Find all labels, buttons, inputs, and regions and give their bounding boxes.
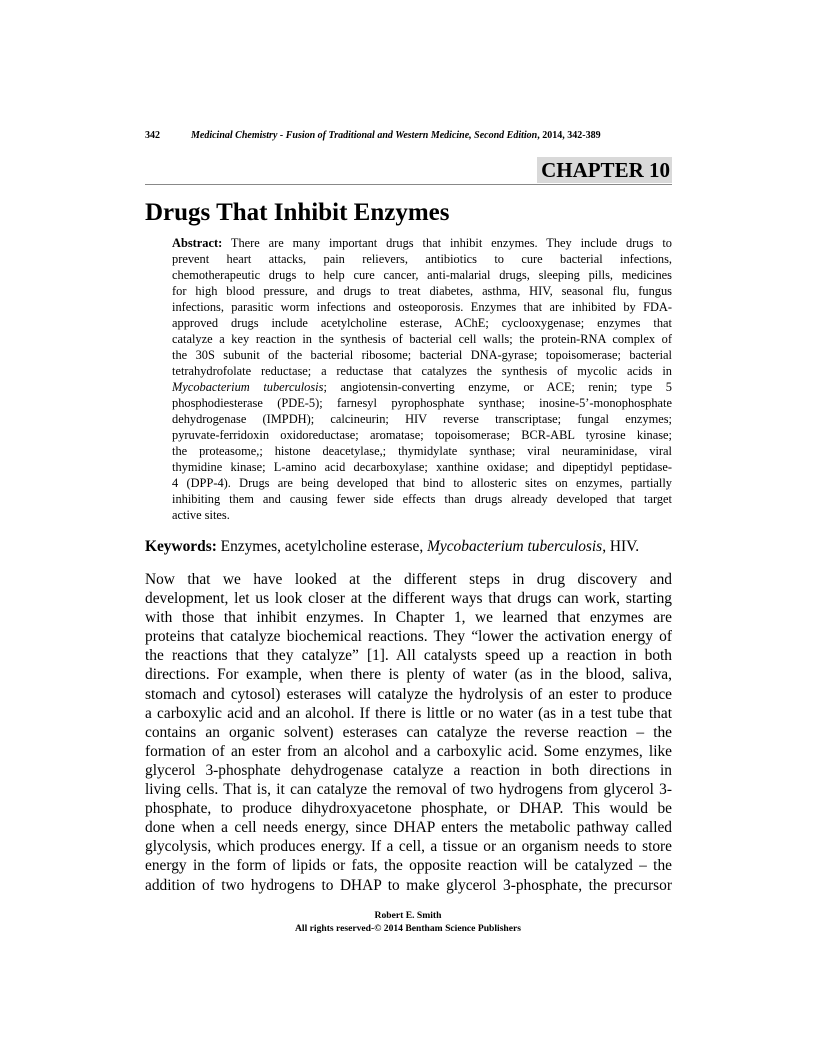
abstract-line: phosphodiesterase (PDE-5); farnesyl pyrophosphate synthase; inosine-5’-monophosphate	[172, 396, 672, 410]
abstract-line: approved drugs include acetylcholine esterase, AChE; cyclooxygenase; enzymes that	[172, 316, 672, 330]
body-line: stomach and cytosol) esterases will catalyze the hydrolysis of an ester to produce	[145, 685, 672, 703]
abstract-line: catalyze a key reaction in the synthesis of bacterial cell walls; the protein-RNA complex of	[172, 332, 672, 346]
abstract-line	[172, 379, 672, 395]
book-title: Medicinal Chemistry - Fusion of Traditional and Western Medicine, Second Edition	[191, 130, 538, 141]
abstract-line: pyruvate-ferridoxin oxidoreductase; aromatase; topoisomerase; BCR-ABL tyrosine kinase;	[172, 428, 672, 442]
abstract	[172, 235, 672, 523]
abstract-line: active sites.	[172, 508, 230, 522]
keywords-italic: Mycobacterium tuberculosis	[427, 538, 603, 555]
body-line: directions. For example, when there is plenty of water (as in the blood, saliva,	[145, 666, 672, 684]
abstract-line: dehydrogenase (IMPDH); calcineurin; HIV reverse transcriptase; fungal enzymes;	[172, 412, 672, 426]
body-line: addition of two hydrogens to DHAP to make glycerol 3-phosphate, the precursor	[145, 876, 672, 894]
body-line: development, let us look closer at the different ways that drugs can work, starting	[145, 590, 672, 608]
header-divider	[145, 184, 672, 185]
body-line: the reactions that they catalyze” [1]. All catalysts speed up a reaction in both	[145, 647, 672, 665]
body-line: contains an organic solvent) esterases can catalyze the reverse reaction – the	[145, 723, 672, 741]
abstract-line	[172, 235, 672, 251]
body-line: phosphate, to produce dihydroxyacetone phosphate, or DHAP. This would be	[145, 800, 672, 818]
body-line: Now that we have looked at the different steps in drug discovery and	[145, 571, 672, 588]
body-line: formation of an ester from an alcohol and a carboxylic acid. Some enzymes, like	[145, 742, 672, 760]
abstract-line: the 30S subunit of the bacterial ribosome; bacterial DNA-gyrase; topoisomerase; bacterial	[172, 348, 672, 362]
abstract-line: prevent heart attacks, pain relievers, antibiotics to cure bacterial infections,	[172, 252, 672, 266]
body-text	[145, 570, 672, 895]
abstract-line: the proteasome,; histone deacetylase,; thymidylate synthase; viral neuraminidase, viral	[172, 444, 672, 458]
chapter-title: Drugs That Inhibit Enzymes	[145, 199, 450, 226]
chapter-label: CHAPTER 10	[537, 157, 672, 183]
body-line: glycolysis, which produces energy. If a cell, a tissue or an organism needs to store	[145, 838, 672, 856]
page-number: 342	[145, 130, 160, 141]
footer	[0, 909, 816, 935]
body-line: with those that inhibit enzymes. In Chapter 1, we learned that enzymes are	[145, 609, 672, 627]
keywords-text-end: , HIV.	[602, 538, 640, 555]
body-line: living cells. That is, it can catalyze the removal of two hydrogens from glycerol 3-	[145, 781, 672, 799]
running-header	[145, 130, 601, 141]
body-line: proteins that catalyze biochemical reactions. They “lower the activation energy of	[145, 628, 672, 646]
italic-term: Mycobacterium tuberculosis	[172, 380, 324, 394]
keywords-label: Keywords:	[145, 538, 217, 555]
copyright: All rights reserved-© 2014 Bentham Science Publishers	[294, 922, 522, 934]
abstract-line: thymidine kinase; L-amino acid decarboxylase; xanthine oxidase; and dipeptidyl peptidase-	[172, 460, 672, 474]
body-line: energy in the form of lipids or fats, the opposite reaction will be catalyzed – the	[145, 857, 672, 875]
page-content	[145, 235, 672, 935]
abstract-line: infections, parasitic worm infections and osteoporosis. Enzymes that are inhibited by FDA-	[172, 300, 672, 314]
author: Robert E. Smith	[374, 909, 442, 921]
abstract-text: There are many important drugs that inhibit enzymes. They include drugs to	[222, 236, 672, 250]
year-pages: , 2014, 342-389	[537, 130, 601, 141]
abstract-text: ; angiotensin-converting enzyme, or ACE; renin; type 5	[323, 380, 672, 394]
abstract-label: Abstract:	[172, 236, 223, 250]
body-line: done when a cell needs energy, since DHAP enters the metabolic pathway called	[145, 819, 672, 837]
abstract-line: tetrahydrofolate reductase; a reductase that catalyzes the synthesis of mycolic acids in	[172, 364, 672, 378]
body-line: glycerol 3-phosphate dehydrogenase catalyze a reaction in both directions in	[145, 761, 672, 779]
abstract-line: for high blood pressure, and drugs to treat diabetes, asthma, HIV, seasonal flu, fungus	[172, 284, 672, 298]
body-line: a carboxylic acid and an alcohol. If there is little or no water (as in a test tube that	[145, 704, 672, 722]
keywords-text: Enzymes, acetylcholine esterase,	[216, 538, 428, 555]
abstract-line: 4 (DPP-4). Drugs are being developed that bind to allosteric sites on enzymes, partially	[172, 476, 672, 490]
abstract-line: chemotherapeutic drugs to help cure cancer, anti-malarial drugs, sleeping pills, medicines	[172, 268, 672, 282]
abstract-line: inhibiting them and causing fewer side effects than drugs already developed that target	[172, 492, 672, 506]
keywords	[145, 537, 672, 556]
